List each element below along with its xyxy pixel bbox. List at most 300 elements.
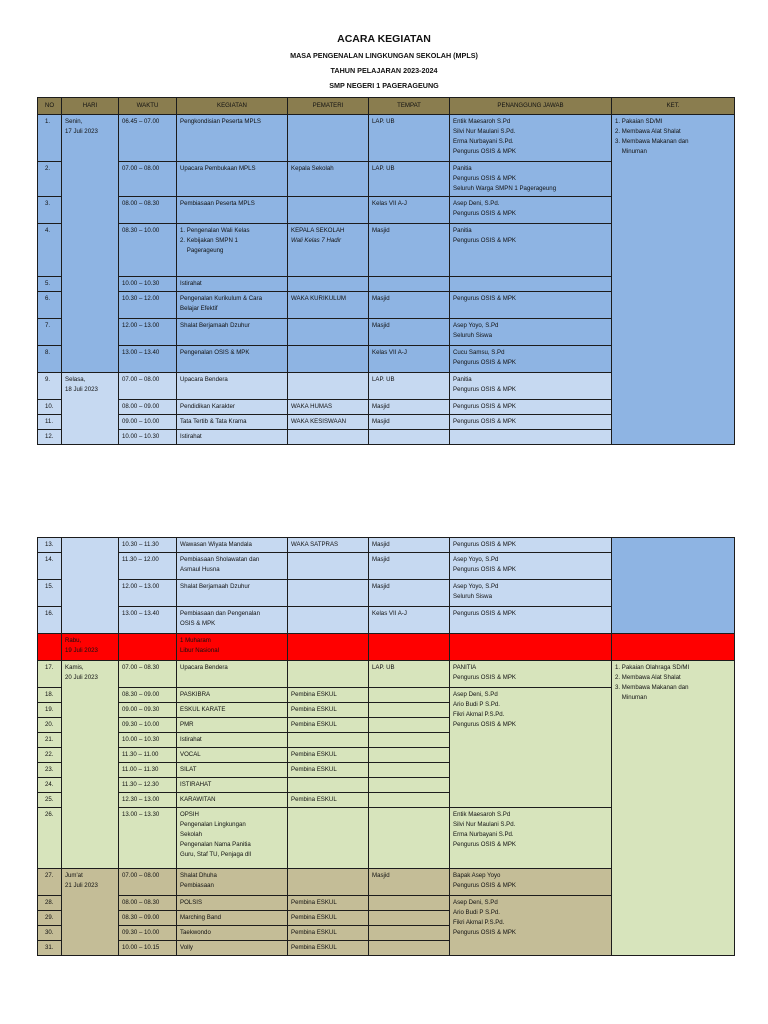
activity-cell	[177, 277, 288, 292]
speaker-cell	[288, 430, 369, 445]
cell-line: Selasa,	[65, 376, 86, 383]
responsible-cell	[450, 661, 612, 688]
day-cell	[62, 538, 119, 634]
speaker-cell: Pembina ESKUL	[288, 688, 369, 703]
time-cell: 13.00 – 13.40	[119, 346, 177, 373]
activity-cell	[177, 580, 288, 607]
time-cell: 13.00 – 13.40	[119, 607, 177, 634]
activity-cell: ESKUL KARATE	[177, 703, 288, 718]
cell-line: Istirahat	[180, 433, 202, 440]
place-cell: LAP. UB	[369, 162, 450, 197]
place-cell	[369, 896, 450, 911]
header-row	[38, 98, 735, 115]
cell-line: Pembiasaan	[180, 882, 214, 889]
place-cell: Masjid	[369, 400, 450, 415]
time-cell: 08.00 – 09.00	[119, 400, 177, 415]
responsible-cell	[450, 197, 612, 224]
row-number: 1.	[38, 115, 62, 162]
cell-line: Pengurus OSIS & MPK	[453, 295, 516, 302]
place-cell: Masjid	[369, 580, 450, 607]
row-number	[38, 634, 62, 661]
cell-line: Erma Nurbayani S.Pd.	[453, 831, 514, 838]
responsible-cell	[450, 808, 612, 869]
cell-line: Ario Budi P S.Pd.	[453, 701, 500, 708]
speaker-cell: Pembina ESKUL	[288, 703, 369, 718]
cell-line: Jum'at	[65, 872, 83, 879]
time-cell	[119, 634, 177, 661]
time-cell: 11.00 – 11.30	[119, 763, 177, 778]
time-cell: 07.00 – 08.00	[119, 869, 177, 896]
activity-cell	[177, 197, 288, 224]
cell-line: Pengurus OSIS & MPK	[453, 929, 516, 936]
time-cell: 12.30 – 13.00	[119, 793, 177, 808]
place-cell: Kelas VII A-J	[369, 346, 450, 373]
speaker-cell	[288, 778, 369, 793]
responsible-cell	[450, 400, 612, 415]
cell-line: 1 Muharam	[180, 637, 211, 644]
day-cell	[62, 661, 119, 869]
cell-line: Pengurus OSIS & MPK	[453, 175, 516, 182]
cell-line: Pengenalan Lingkungan	[180, 821, 246, 828]
speaker-cell: Pembina ESKUL	[288, 748, 369, 763]
place-cell: Masjid	[369, 538, 450, 553]
cell-line: Upacara Bendera	[180, 664, 228, 671]
table-row	[38, 661, 735, 688]
place-cell	[369, 778, 450, 793]
activity-cell	[177, 808, 288, 869]
cell-line: Pengurus OSIS & MPK	[453, 841, 516, 848]
speaker-cell	[288, 400, 369, 415]
cell-line: Pengurus OSIS & MPK	[453, 359, 516, 366]
row-number: 2.	[38, 162, 62, 197]
responsible-cell	[450, 688, 612, 808]
cell-line: Asmaul Husna	[180, 566, 220, 573]
header-tempat: TEMPAT	[369, 98, 450, 115]
time-cell: 12.00 – 13.00	[119, 319, 177, 346]
cell-line: OSIS & MPK	[180, 620, 216, 627]
row-number: 8.	[38, 346, 62, 373]
activity-cell: KARAWITAN	[177, 793, 288, 808]
time-cell: 10.00 – 10.15	[119, 941, 177, 956]
speaker-cell: Pembina ESKUL	[288, 896, 369, 911]
activity-cell	[177, 538, 288, 553]
row-number: 13.	[38, 538, 62, 553]
document-subtitle: MASA PENGENALAN LINGKUNGAN SEKOLAH (MPLS)	[290, 51, 478, 60]
time-cell: 10.00 – 10.30	[119, 277, 177, 292]
cell-line: Asep Deni, S.Pd	[453, 691, 498, 698]
row-number: 10.	[38, 400, 62, 415]
cell-line: Entik Maesaroh S.Pd	[453, 811, 511, 818]
speaker-cell: Pembina ESKUL	[288, 718, 369, 733]
cell-line: Pengurus OSIS & MPK	[453, 148, 516, 155]
cell-line: Shalat Dhuha	[180, 872, 217, 879]
time-cell: 11.30 – 12.00	[119, 553, 177, 580]
school-year: TAHUN PELAJARAN 2023-2024	[330, 66, 438, 75]
table-row	[38, 115, 735, 162]
cell-line: Panitia	[453, 376, 472, 383]
cell-line: Panitia	[453, 165, 472, 172]
activity-cell: Istirahat	[177, 733, 288, 748]
row-number: 16.	[38, 607, 62, 634]
time-cell: 11.30 – 12.30	[119, 778, 177, 793]
place-cell	[369, 430, 450, 445]
activity-cell	[177, 115, 288, 162]
cell-line: Pembiasaan Peserta MPLS	[180, 200, 255, 207]
row-number: 18.	[38, 688, 62, 703]
time-cell: 12.00 – 13.00	[119, 580, 177, 607]
school-name: SMP NEGERI 1 PAGERAGEUNG	[329, 81, 439, 90]
speaker-cell	[288, 538, 369, 553]
time-cell: 08.30 – 10.00	[119, 224, 177, 277]
table-row	[38, 538, 735, 553]
row-number: 15.	[38, 580, 62, 607]
time-cell: 10.30 – 11.30	[119, 538, 177, 553]
activity-cell: POLSIS	[177, 896, 288, 911]
cell-line: Seluruh Siswa	[453, 332, 492, 339]
day-cell	[62, 373, 119, 445]
cell-line: 3. Membawa Makanan dan	[615, 138, 689, 145]
time-cell: 07.00 – 08.30	[119, 661, 177, 688]
cell-line: Pagerageung	[180, 247, 224, 254]
responsible-cell	[450, 580, 612, 607]
row-number: 14.	[38, 553, 62, 580]
speaker-cell	[288, 733, 369, 748]
cell-line: Libur Nasional	[180, 647, 219, 654]
responsible-cell	[450, 538, 612, 553]
place-cell	[369, 703, 450, 718]
row-number: 6.	[38, 292, 62, 319]
cell-line: Senin,	[65, 118, 83, 125]
responsible-cell	[450, 224, 612, 277]
row-number: 11.	[38, 415, 62, 430]
notes-cell	[612, 115, 735, 445]
row-number: 7.	[38, 319, 62, 346]
activity-cell	[177, 634, 288, 661]
holiday-row	[38, 634, 735, 661]
responsible-cell	[450, 162, 612, 197]
time-cell: 11.30 – 11.00	[119, 748, 177, 763]
cell-line: Pengenalan OSIS & MPK	[180, 349, 250, 356]
speaker-cell	[288, 607, 369, 634]
cell-line: 19 Juli 2023	[65, 647, 98, 654]
row-number: 24.	[38, 778, 62, 793]
speaker-cell	[288, 553, 369, 580]
time-cell: 09.30 – 10.00	[119, 718, 177, 733]
cell-line: Rabu,	[65, 637, 82, 644]
speaker-cell	[288, 115, 369, 162]
responsible-cell	[450, 373, 612, 400]
activity-cell	[177, 869, 288, 896]
responsible-cell	[450, 634, 612, 661]
cell-line: Belajar Efektif	[180, 305, 218, 312]
place-cell	[369, 911, 450, 926]
speaker-cell	[288, 869, 369, 896]
activity-cell	[177, 661, 288, 688]
activity-cell	[177, 292, 288, 319]
cell-line: Seluruh Warga SMPN 1 Pagerageung	[453, 185, 557, 192]
cell-line: Ario Budi P S.Pd.	[453, 909, 500, 916]
cell-line: Asep Yoyo, S.Pd	[453, 556, 499, 563]
row-number: 23.	[38, 763, 62, 778]
place-cell	[369, 718, 450, 733]
speaker-cell	[288, 580, 369, 607]
cell-line: WAKA SATPRAS	[291, 541, 339, 548]
header-waktu: WAKTU	[119, 98, 177, 115]
cell-line: 18 Juli 2023	[65, 386, 98, 393]
activity-cell	[177, 415, 288, 430]
cell-line: Tata Tertib & Tata Krama	[180, 418, 247, 425]
activity-cell: Marching Band	[177, 911, 288, 926]
row-number: 21.	[38, 733, 62, 748]
document-heading	[0, 33, 768, 95]
cell-line: Pengurus OSIS & MPK	[453, 610, 516, 617]
activity-cell: PASKIBRA	[177, 688, 288, 703]
cell-line: Kepala Sekolah	[291, 165, 334, 172]
cell-line: Istirahat	[180, 280, 202, 287]
place-cell: Masjid	[369, 869, 450, 896]
cell-line: 1. Pakaian Olahraga SD/MI	[615, 664, 690, 671]
cell-line: Fikri Akmal P.S.Pd.	[453, 919, 505, 926]
cell-line: 2. Membawa Alat Shalat	[615, 128, 681, 135]
row-number: 26.	[38, 808, 62, 869]
cell-line: Erma Nurbayani S.Pd.	[453, 138, 514, 145]
cell-line: Pendidikan Karakter	[180, 403, 235, 410]
responsible-cell	[450, 277, 612, 292]
place-cell: Kelas VII A-J	[369, 607, 450, 634]
place-cell: LAP. UB	[369, 373, 450, 400]
speaker-cell: Pembina ESKUL	[288, 911, 369, 926]
time-cell: 08.30 – 09.00	[119, 911, 177, 926]
day-cell	[62, 634, 119, 661]
cell-line: Asep Yoyo, S.Pd	[453, 322, 499, 329]
cell-line: Upacara Pembukaan MPLS	[180, 165, 256, 172]
time-cell: 09.00 – 10.00	[119, 415, 177, 430]
cell-line: Entik Maesaroh S.Pd	[453, 118, 511, 125]
speaker-cell	[288, 661, 369, 688]
place-cell: LAP. UB	[369, 661, 450, 688]
responsible-cell	[450, 869, 612, 896]
row-number: 28.	[38, 896, 62, 911]
place-cell: Masjid	[369, 292, 450, 319]
activity-cell: VOCAL	[177, 748, 288, 763]
time-cell: 10.00 – 10.30	[119, 733, 177, 748]
cell-line: Shalat Berjamaah Dzuhur	[180, 322, 250, 329]
notes-cell	[612, 538, 735, 634]
cell-line: WAKA KURIKULUM	[291, 295, 346, 302]
time-cell: 06.45 – 07.00	[119, 115, 177, 162]
speaker-cell	[288, 292, 369, 319]
cell-line: 17 Juli 2023	[65, 128, 98, 135]
cell-line: Wawasan Wiyata Mandala	[180, 541, 252, 548]
time-cell: 08.00 – 08.30	[119, 896, 177, 911]
activity-cell	[177, 162, 288, 197]
speaker-cell	[288, 634, 369, 661]
cell-line: Pengurus OSIS & MPK	[453, 403, 516, 410]
row-number: 30.	[38, 926, 62, 941]
cell-line: Pengurus OSIS & MPK	[453, 237, 516, 244]
cell-line: Pengkondisian Peserta MPLS	[180, 118, 261, 125]
cell-line: PANITIA	[453, 664, 477, 671]
notes-cell	[612, 634, 735, 661]
speaker-cell	[288, 346, 369, 373]
activity-cell: Taekwondo	[177, 926, 288, 941]
cell-line: KEPALA SEKOLAH	[291, 227, 345, 234]
activity-cell	[177, 553, 288, 580]
place-cell: Kelas VII A-J	[369, 197, 450, 224]
row-number: 22.	[38, 748, 62, 763]
cell-line: Minuman	[615, 148, 647, 155]
place-cell	[369, 808, 450, 869]
activity-cell: ISTIRAHAT	[177, 778, 288, 793]
schedule-table-2	[37, 537, 735, 956]
cell-line: Cucu Samsu, S.Pd	[453, 349, 505, 356]
activity-cell	[177, 430, 288, 445]
speaker-cell	[288, 197, 369, 224]
cell-line: Kamis,	[65, 664, 84, 671]
activity-cell: SILAT	[177, 763, 288, 778]
time-cell: 13.00 – 13.30	[119, 808, 177, 869]
row-number: 25.	[38, 793, 62, 808]
header-no: NO	[38, 98, 62, 115]
activity-cell	[177, 346, 288, 373]
cell-line: Pengurus OSIS & MPK	[453, 721, 516, 728]
cell-line: Pengenalan Kurikulum & Cara	[180, 295, 262, 302]
cell-line: Upacara Bendera	[180, 376, 228, 383]
document-title: ACARA KEGIATAN	[337, 33, 431, 45]
cell-line: Pengurus OSIS & MPK	[453, 541, 516, 548]
cell-line: Pengurus OSIS & MPK	[453, 882, 516, 889]
time-cell: 07.00 – 08.00	[119, 373, 177, 400]
row-number: 27.	[38, 869, 62, 896]
cell-line: Pengurus OSIS & MPK	[453, 674, 516, 681]
cell-line: WAKA HUMAS	[291, 403, 333, 410]
responsible-cell	[450, 115, 612, 162]
speaker-cell	[288, 808, 369, 869]
place-cell	[369, 748, 450, 763]
place-cell	[369, 763, 450, 778]
speaker-cell	[288, 224, 369, 277]
header-pemateri: PEMATERI	[288, 98, 369, 115]
responsible-cell	[450, 292, 612, 319]
row-number: 20.	[38, 718, 62, 733]
activity-cell	[177, 319, 288, 346]
cell-line: Minuman	[615, 694, 647, 701]
cell-line: 20 Juli 2023	[65, 674, 98, 681]
place-cell	[369, 277, 450, 292]
activity-cell	[177, 224, 288, 277]
time-cell: 08.00 – 08.30	[119, 197, 177, 224]
cell-line: Asep Yoyo, S.Pd	[453, 583, 499, 590]
speaker-cell: Pembina ESKUL	[288, 926, 369, 941]
responsible-cell	[450, 607, 612, 634]
activity-cell: Volly	[177, 941, 288, 956]
place-cell	[369, 634, 450, 661]
speaker-cell	[288, 162, 369, 197]
cell-line: Pembiasaan Sholawatan dan	[180, 556, 260, 563]
speaker-cell: Pembina ESKUL	[288, 793, 369, 808]
row-number: 12.	[38, 430, 62, 445]
cell-line: 2. Membawa Alat Shalat	[615, 674, 681, 681]
responsible-cell	[450, 430, 612, 445]
cell-line: 21 Juli 2023	[65, 882, 98, 889]
row-number: 17.	[38, 661, 62, 688]
day-cell	[62, 869, 119, 956]
cell-line: Pengurus OSIS & MPK	[453, 386, 516, 393]
responsible-cell	[450, 319, 612, 346]
notes-cell	[612, 661, 735, 956]
place-cell: LAP. UB	[369, 115, 450, 162]
place-cell	[369, 941, 450, 956]
day-cell	[62, 115, 119, 373]
row-number: 31.	[38, 941, 62, 956]
cell-line: Pembiasaan dan Pengenalan	[180, 610, 260, 617]
row-number: 4.	[38, 224, 62, 277]
cell-line: 2. Kebijakan SMPN 1	[180, 237, 238, 244]
time-cell: 10.00 – 10.30	[119, 430, 177, 445]
responsible-cell	[450, 415, 612, 430]
speaker-cell	[288, 415, 369, 430]
place-cell: Masjid	[369, 553, 450, 580]
time-cell: 07.00 – 08.00	[119, 162, 177, 197]
cell-line: Bapak Asep Yoyo	[453, 872, 501, 879]
row-number: 19.	[38, 703, 62, 718]
responsible-cell	[450, 346, 612, 373]
speaker-cell	[288, 277, 369, 292]
cell-line: 1. Pengenalan Wali Kelas	[180, 227, 250, 234]
cell-line: 3. Membawa Makanan dan	[615, 684, 689, 691]
activity-cell	[177, 400, 288, 415]
cell-line: Pengurus OSIS & MPK	[453, 210, 516, 217]
speaker-cell: Pembina ESKUL	[288, 763, 369, 778]
header-penanggung-jawab: PENANGGUNG JAWAB	[450, 98, 612, 115]
cell-line: OPSIH	[180, 811, 199, 818]
cell-line: Silvi Nur Maulani S.Pd.	[453, 128, 516, 135]
cell-line: Asep Deni, S.Pd.	[453, 200, 500, 207]
row-number: 3.	[38, 197, 62, 224]
place-cell: Masjid	[369, 415, 450, 430]
place-cell	[369, 733, 450, 748]
row-number: 5.	[38, 277, 62, 292]
activity-cell	[177, 607, 288, 634]
cell-line: Pengurus OSIS & MPK	[453, 566, 516, 573]
cell-line: Shalat Berjamaah Dzuhur	[180, 583, 250, 590]
speaker-note: Wali Kelas 7 Hadir	[291, 237, 342, 244]
activity-cell: PMR	[177, 718, 288, 733]
speaker-cell	[288, 373, 369, 400]
cell-line: Fikri Akmal P.S.Pd.	[453, 711, 505, 718]
responsible-cell	[450, 896, 612, 956]
cell-line: Pengurus OSIS & MPK	[453, 418, 516, 425]
cell-line: WAKA KESISWAAN	[291, 418, 347, 425]
cell-line: Seluruh Siswa	[453, 593, 492, 600]
place-cell: Masjid	[369, 224, 450, 277]
header-kegiatan: KEGIATAN	[177, 98, 288, 115]
cell-line: Asep Deni, S.Pd	[453, 899, 498, 906]
time-cell: 09.30 – 10.00	[119, 926, 177, 941]
row-number: 29.	[38, 911, 62, 926]
cell-line: Sekolah	[180, 831, 203, 838]
header-hari: HARI	[62, 98, 119, 115]
time-cell: 10.30 – 12.00	[119, 292, 177, 319]
cell-line: Silvi Nur Maulani S.Pd.	[453, 821, 516, 828]
place-cell	[369, 926, 450, 941]
header-ket: KET.	[612, 98, 735, 115]
speaker-cell	[288, 319, 369, 346]
speaker-cell: Pembina ESKUL	[288, 941, 369, 956]
cell-line: Guru, Staf TU, Penjaga dll	[180, 851, 252, 858]
cell-line: Pengenalan Nama Panitia	[180, 841, 251, 848]
place-cell	[369, 688, 450, 703]
